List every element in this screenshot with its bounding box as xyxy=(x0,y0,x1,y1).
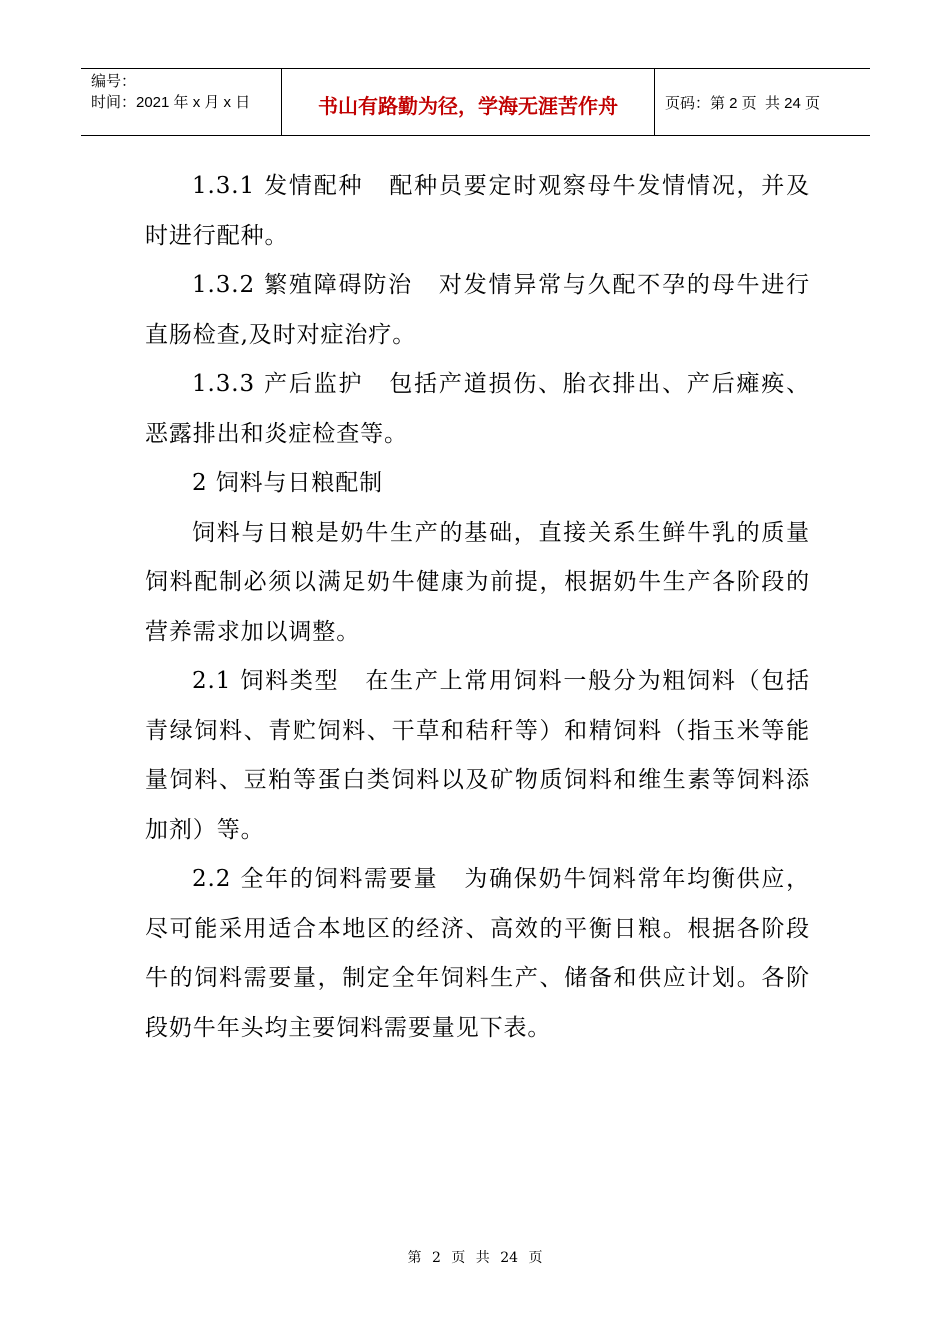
paragraph xyxy=(145,855,810,1053)
time-label: 时间：2021 年 x 月 x 日 xyxy=(91,94,251,111)
paragraph-text: 饲料与日粮是奶牛生产的基础，直接关系生鲜牛乳的质量饲料配制必须以满足奶牛健康为前提，根据奶牛生产各阶段的营养需求加以调整。 xyxy=(145,519,810,645)
paragraph xyxy=(145,509,810,658)
paragraph xyxy=(145,162,810,261)
paragraph-text: 在生产上常用饲料一般分为粗饲料（包括青绿饲料、青贮饲料、干草和秸秆等）和精饲料（指玉米等能量饲料、豆粕等蛋白类饲料以及矿物质饲料和维生素等饲料添加剂）等。 xyxy=(145,668,810,843)
paragraph-heading: 1.3.2 繁殖障碍防治 xyxy=(192,272,413,298)
paragraph-text: 对发情异常与久配不孕的母牛进行直肠检查,及时对症治疗。 xyxy=(145,272,810,348)
section-heading xyxy=(145,459,810,509)
page-footer: 第 2 页 共 24 页 xyxy=(407,1250,543,1266)
paragraph-heading: 2.2 全年的饲料需要量 xyxy=(192,866,439,892)
body-text xyxy=(145,162,810,1053)
paragraph-text: 为确保奶牛饲料常年均衡供应，尽可能采用适合本地区的经济、高效的平衡日粮。根据各阶段牛的饲料需要量，制定全年饲料生产、储备和供应计划。各阶段奶牛年头均主要饲料需要量见下表。 xyxy=(145,866,810,1041)
paragraph-heading: 1.3.1 发情配种 xyxy=(192,173,364,199)
section-heading-text: 2 饲料与日粮配制 xyxy=(192,470,384,496)
page-info-label: 页码：第 2 页 共 24 页 xyxy=(665,94,821,112)
header-page-info xyxy=(655,69,870,135)
page-header xyxy=(81,68,870,136)
paragraph-heading: 2.1 饲料类型 xyxy=(192,668,340,694)
number-label: 编号： xyxy=(91,73,137,90)
paragraph-text: 包括产道损伤、胎衣排出、产后瘫痪、恶露排出和炎症检查等。 xyxy=(145,371,810,447)
paragraph xyxy=(145,360,810,459)
paragraph-text: 配种员要定时观察母牛发情情况，并及时进行配种。 xyxy=(145,173,810,249)
header-meta xyxy=(81,69,282,135)
header-motto: 书山有路勤为径，学海无涯苦作舟 xyxy=(282,69,655,135)
paragraph xyxy=(145,657,810,855)
paragraph xyxy=(145,261,810,360)
paragraph-heading: 1.3.3 产后监护 xyxy=(192,371,364,397)
